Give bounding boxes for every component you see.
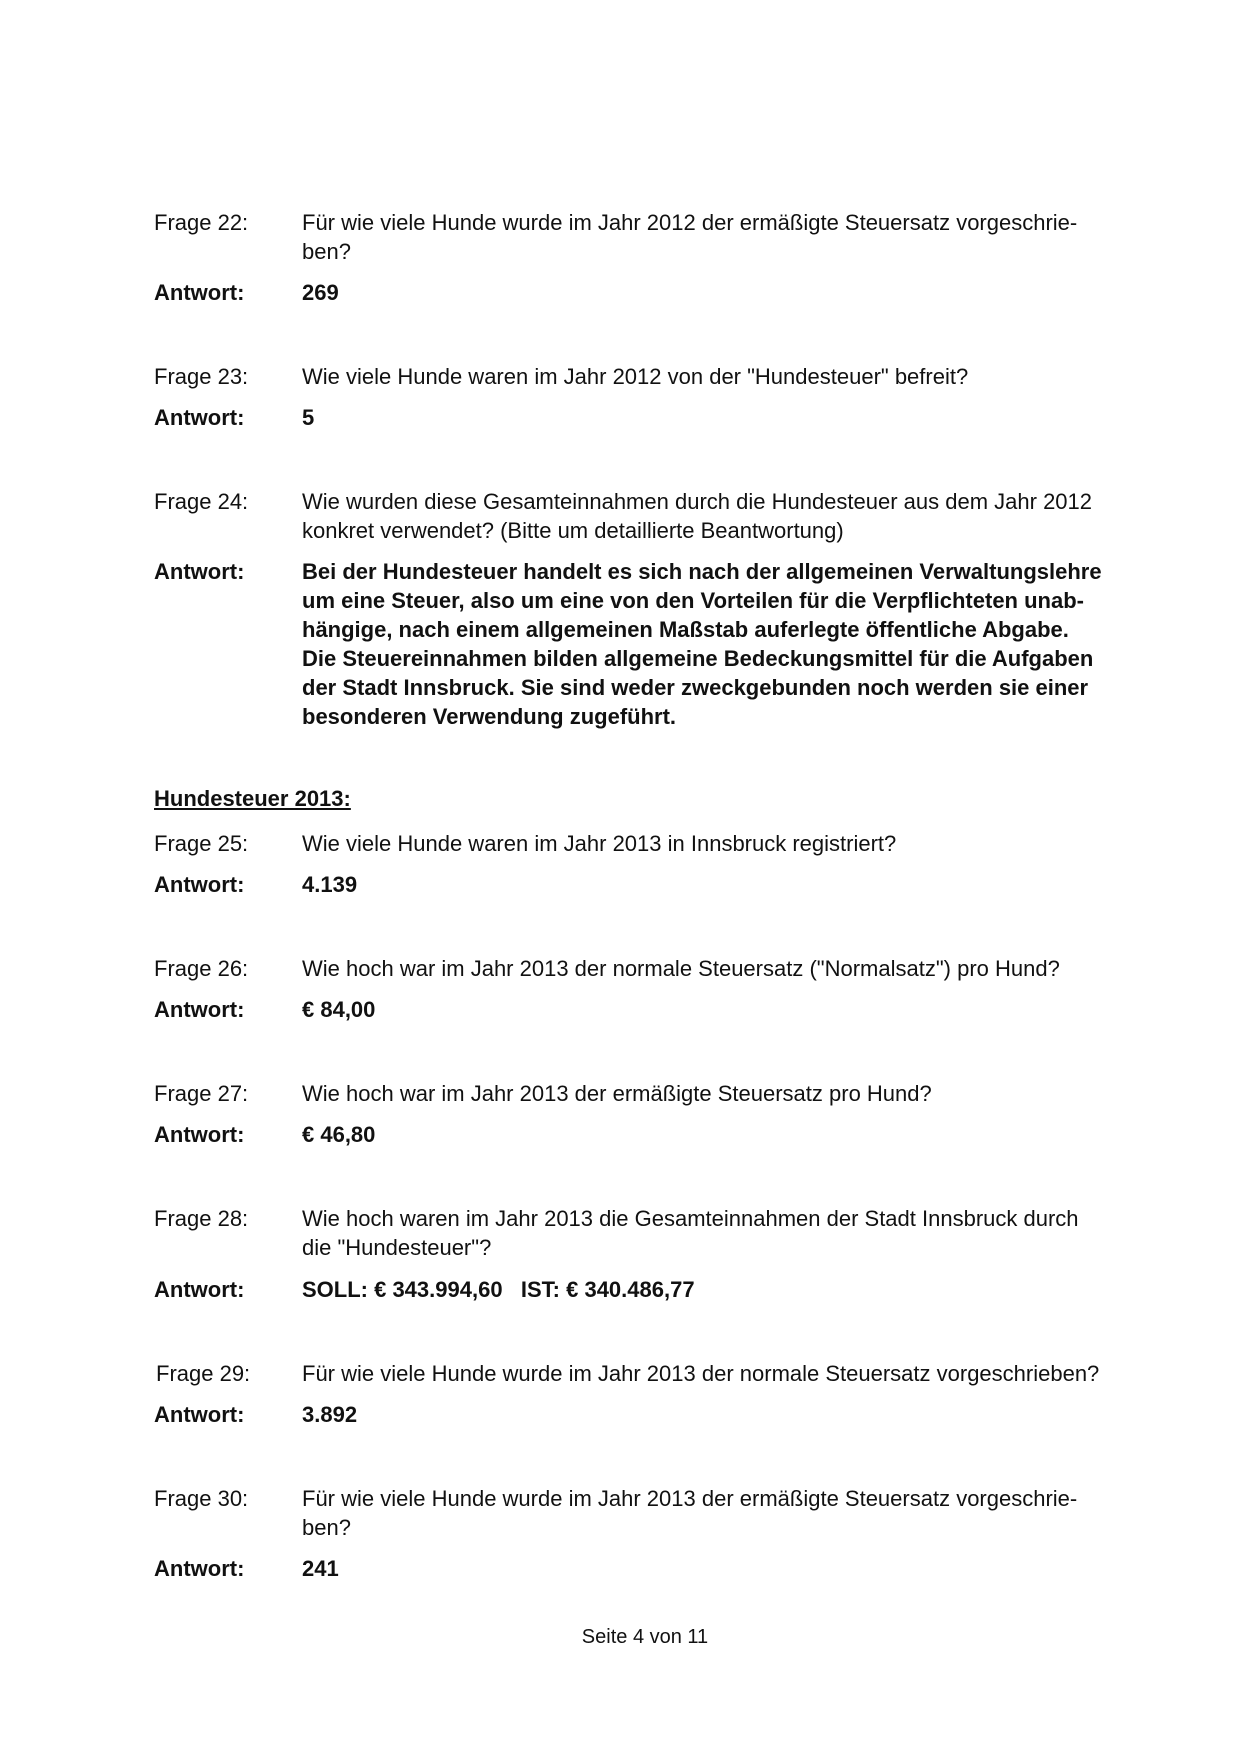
- answer-text: 5: [302, 405, 315, 430]
- question-label: Frage 23:: [154, 364, 249, 389]
- answer-text: Bei der Hundesteuer handelt es sich nach der allgemeinen Verwaltungslehre um eine Steuer, also um eine von den Vorteilen für die Verpflichteten unab- hängige, nach einem allgemeinen Maßstab auferlegte öffentliche Abgabe. Die Steuereinnahmen bilden allgemeine Bedeckungsmittel für die Aufgaben der Stadt Innsbruck. Sie sind weder zweckgebunden noch werden sie einer besonderen Verwendung zugeführt.: [302, 559, 1102, 729]
- answer-label: Antwort:: [154, 872, 245, 897]
- question-label: Frage 26:: [154, 956, 249, 981]
- question-text: Für wie viele Hunde wurde im Jahr 2013 der normale Steuersatz vorgeschrieben?: [302, 1361, 1100, 1386]
- question-text: Wie viele Hunde waren im Jahr 2012 von der "Hundesteuer" befreit?: [302, 364, 969, 389]
- question-text: Wie hoch war im Jahr 2013 der normale Steuersatz ("Normalsatz") pro Hund?: [302, 956, 1060, 981]
- question-text: Wie hoch war im Jahr 2013 der ermäßigte Steuersatz pro Hund?: [302, 1081, 932, 1106]
- question-label: Frage 22:: [154, 210, 249, 235]
- question-label: Frage 28:: [154, 1206, 249, 1231]
- answer-text: 241: [302, 1556, 339, 1581]
- question-label: Frage 29:: [156, 1361, 251, 1386]
- question-text: Für wie viele Hunde wurde im Jahr 2013 der ermäßigte Steuersatz vorgeschrie- ben?: [302, 1486, 1078, 1540]
- question-label: Frage 30:: [154, 1486, 249, 1511]
- question-label: Frage 24:: [154, 489, 249, 514]
- section-heading: Hundesteuer 2013:: [154, 786, 351, 811]
- question-text: Für wie viele Hunde wurde im Jahr 2012 der ermäßigte Steuersatz vorgeschrie- ben?: [302, 210, 1078, 264]
- answer-text: 4.139: [302, 872, 358, 897]
- answer-label: Antwort:: [154, 405, 245, 430]
- answer-text: € 46,80: [302, 1122, 376, 1147]
- answer-label: Antwort:: [154, 280, 245, 305]
- answer-text: € 84,00: [302, 997, 376, 1022]
- question-label: Frage 27:: [154, 1081, 249, 1106]
- answer-text: 269: [302, 280, 339, 305]
- answer-text: 3.892: [302, 1402, 358, 1427]
- question-text: Wie viele Hunde waren im Jahr 2013 in Innsbruck registriert?: [302, 831, 897, 856]
- question-text: Wie hoch waren im Jahr 2013 die Gesamteinnahmen der Stadt Innsbruck durch die "Hundesteuer"?: [302, 1206, 1079, 1260]
- answer-label: Antwort:: [154, 1277, 245, 1302]
- answer-label: Antwort:: [154, 1556, 245, 1581]
- answer-label: Antwort:: [154, 1122, 245, 1147]
- question-label: Frage 25:: [154, 831, 249, 856]
- answer-label: Antwort:: [154, 997, 245, 1022]
- answer-text: SOLL: € 343.994,60 IST: € 340.486,77: [302, 1277, 695, 1302]
- answer-label: Antwort:: [154, 559, 245, 584]
- answer-label: Antwort:: [154, 1402, 245, 1427]
- page-number: Seite 4 von 11: [581, 1626, 709, 1648]
- question-text: Wie wurden diese Gesamteinnahmen durch die Hundesteuer aus dem Jahr 2012 konkret verwendet? (Bitte um detaillierte Beantwortung): [302, 489, 1093, 543]
